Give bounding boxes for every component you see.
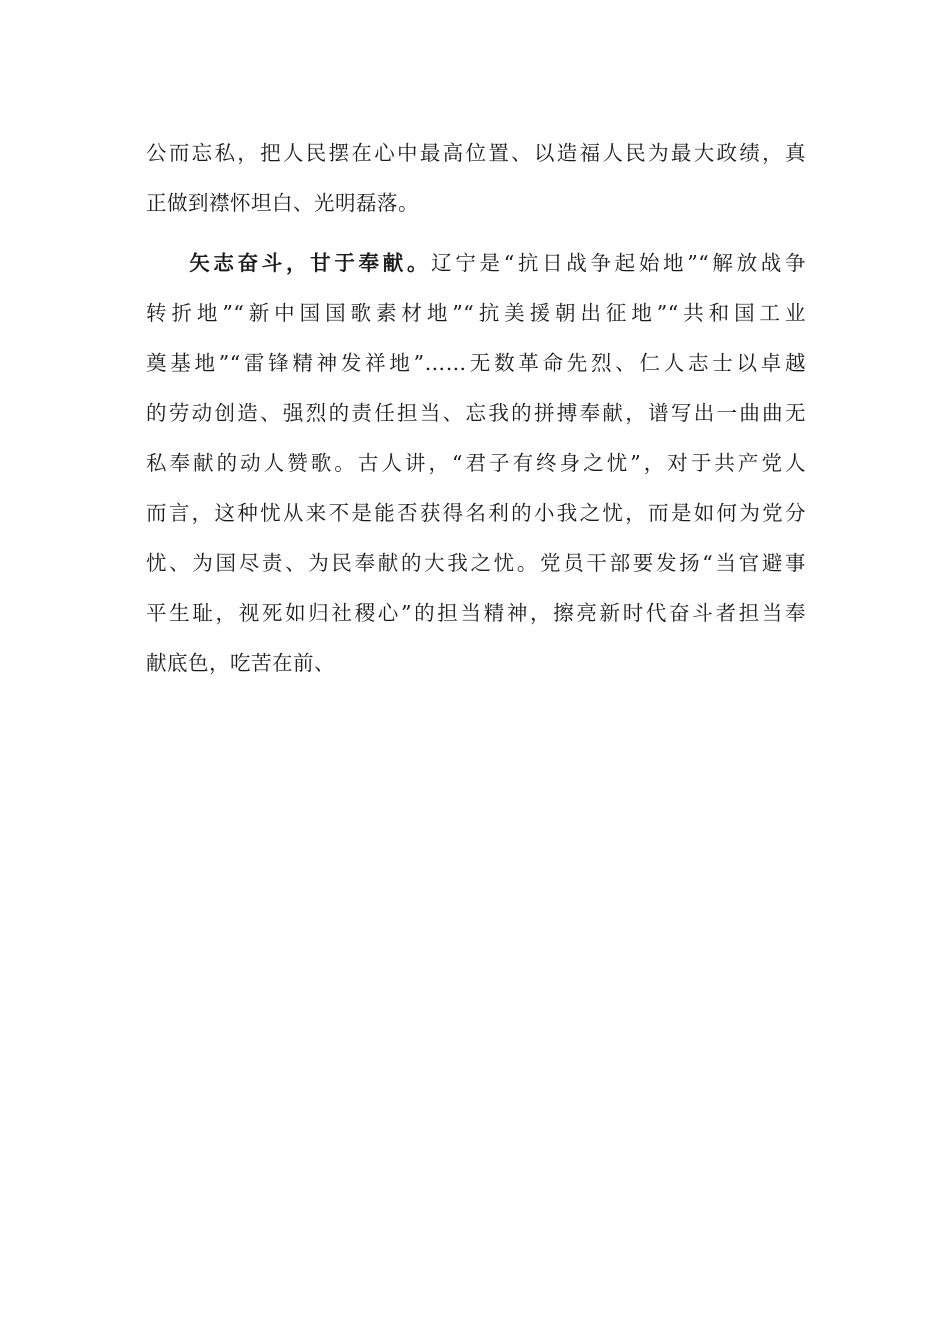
text-line: 奠基地”“雷锋精神发祥地”……无数革命先烈、仁人志士以卓越 bbox=[146, 351, 806, 375]
text-line: 正做到襟怀坦白、光明磊落。 bbox=[146, 191, 419, 215]
text-line: 公而忘私，把人民摆在心中最高位置、以造福人民为最大政绩，真 bbox=[146, 141, 806, 165]
text-line: 转折地”“新中国国歌素材地”“抗美援朝出征地”“共和国工业 bbox=[146, 301, 806, 325]
text-line: 献底色，吃苦在前、 bbox=[146, 651, 335, 675]
text-line: 平生耻，视死如归社稷心”的担当精神，擦亮新时代奋斗者担当奉 bbox=[146, 601, 806, 625]
text-line-first bbox=[146, 238, 806, 288]
document-page bbox=[146, 128, 806, 688]
paragraph-1 bbox=[146, 128, 806, 228]
text-line: 而言，这种忧从来不是能否获得名利的小我之忧，而是如何为党分 bbox=[146, 501, 806, 525]
text-line: 忧、为国尽责、为民奉献的大我之忧。党员干部要发扬“当官避事 bbox=[146, 551, 806, 575]
paragraph-heading: 矢志奋斗，甘于奉献。 bbox=[186, 251, 432, 275]
paragraph-text: 辽宁是“抗日战争起始地”“解放战争 bbox=[431, 251, 806, 275]
text-line: 私奉献的动人赞歌。古人讲，“君子有终身之忧”，对于共产党人 bbox=[146, 451, 806, 475]
paragraph-2 bbox=[146, 238, 806, 688]
text-line: 的劳动创造、强烈的责任担当、忘我的拼搏奉献，谱写出一曲曲无 bbox=[146, 401, 806, 425]
